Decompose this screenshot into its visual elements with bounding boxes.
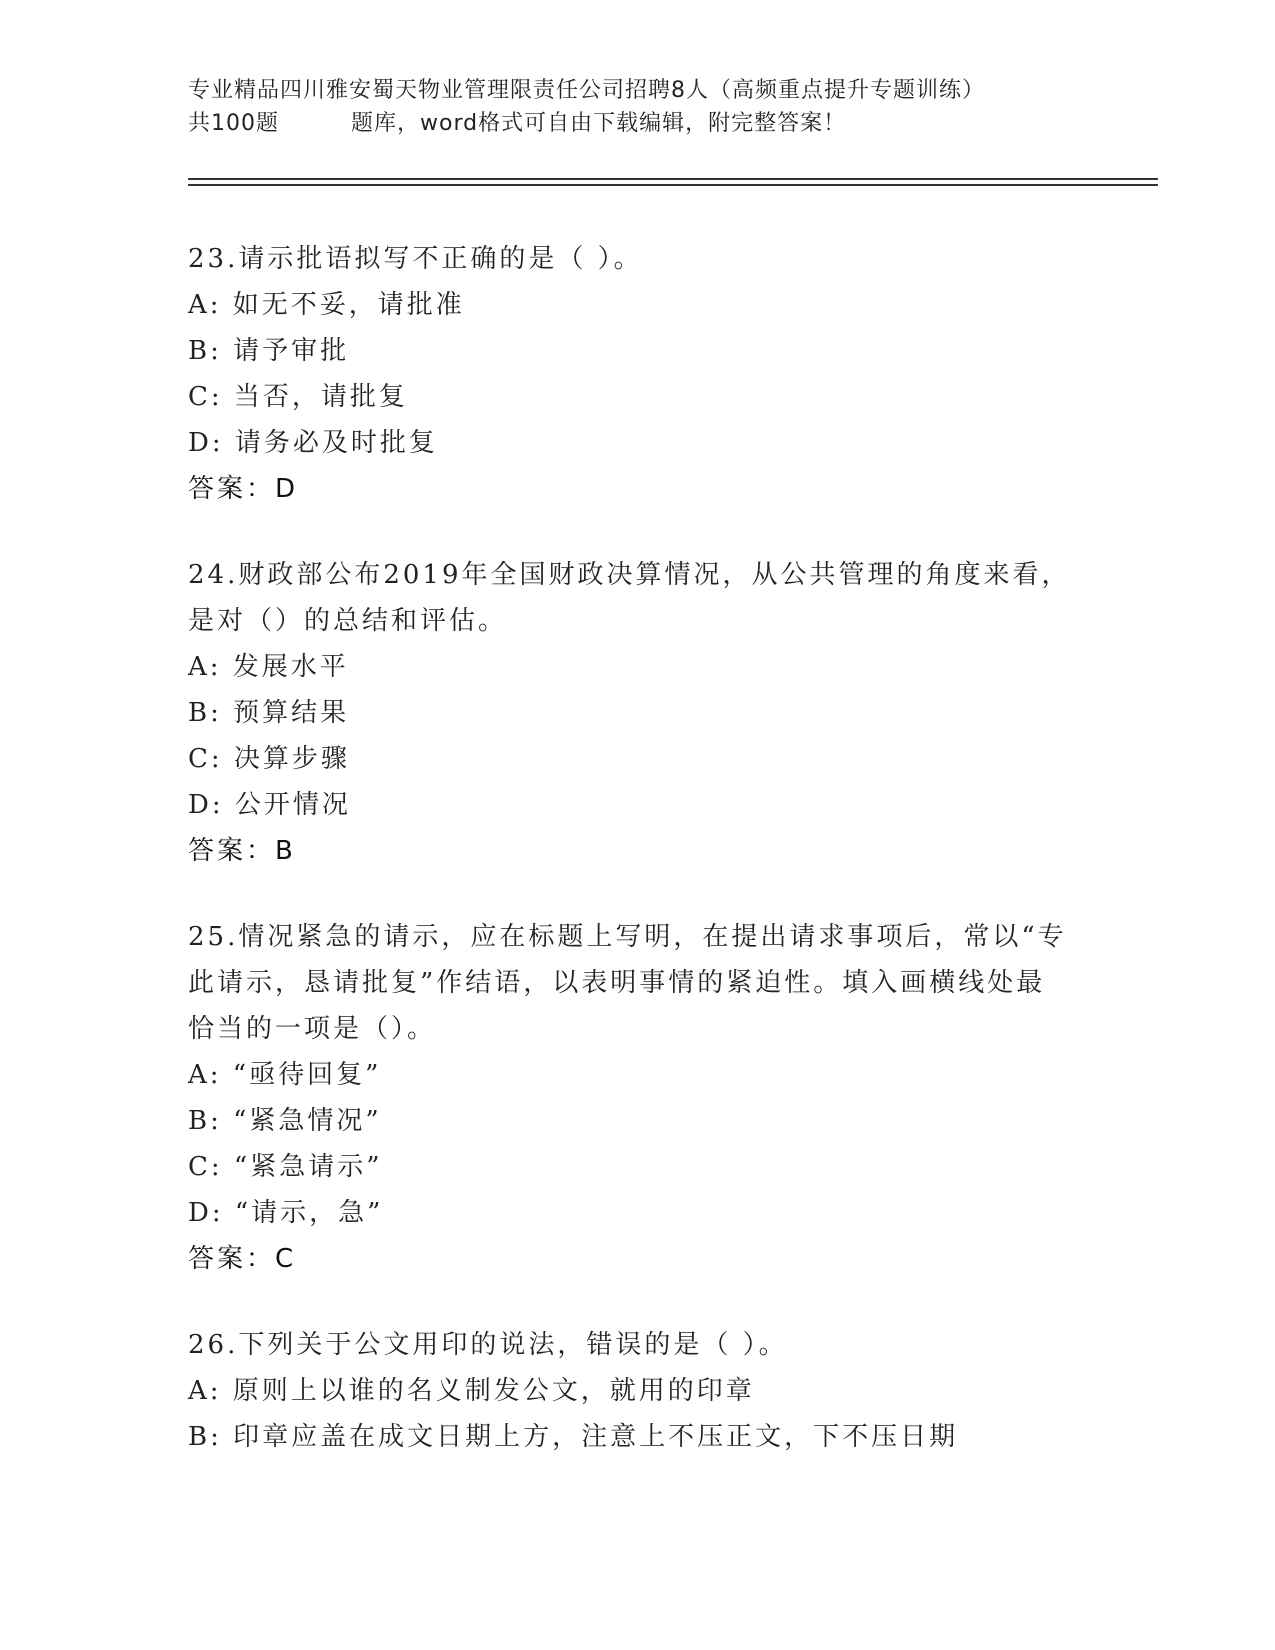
option-a: A: 原则上以谁的名义制发公文，就用的印章	[188, 1376, 755, 1406]
question-stem-line: 24.财政部公布2019年全国财政决算情况，从公共管理的角度来看，	[188, 560, 1071, 590]
option-c: C: 当否，请批复	[188, 382, 408, 412]
question-26	[188, 1322, 1088, 1460]
question-25	[188, 914, 1088, 1282]
option-c: C: 决算步骤	[188, 744, 350, 774]
question-stem: 23.请示批语拟写不正确的是（ ）。	[188, 244, 643, 274]
option-a: A: 如无不妥，请批准	[188, 290, 465, 320]
question-stem: 26.下列关于公文用印的说法，错误的是（ ）。	[188, 1330, 788, 1360]
header-question-count: 共100题	[188, 111, 279, 136]
option-b: B: “紧急情况”	[188, 1106, 382, 1136]
document-header	[188, 74, 1168, 140]
header-title: 专业精品四川雅安蜀天物业管理限责任公司招聘8人（高频重点提升专题训练）	[188, 78, 985, 103]
option-b: B: 预算结果	[188, 698, 350, 728]
option-d: D: 请务必及时批复	[188, 428, 438, 458]
question-23	[188, 236, 1088, 512]
option-b: B: 印章应盖在成文日期上方，注意上不压正文，下不压日期	[188, 1422, 959, 1452]
header-divider-top	[188, 178, 1158, 180]
answer: 答案：B	[188, 836, 296, 866]
answer: 答案：D	[188, 474, 299, 504]
question-stem-line: 25.情况紧急的请示，应在标题上写明，在提出请求事项后，常以“专	[188, 922, 1067, 952]
question-24	[188, 552, 1088, 874]
option-b: B: 请予审批	[188, 336, 350, 366]
question-stem-line: 此请示，恳请批复”作结语，以表明事情的紧迫性。填入画横线处最	[188, 968, 1046, 998]
header-description: 题库，word格式可自由下载编辑，附完整答案！	[351, 111, 847, 136]
question-stem-line: 是对（）的总结和评估。	[188, 606, 508, 636]
header-subtitle	[188, 107, 1168, 140]
answer: 答案：C	[188, 1244, 297, 1274]
option-c: C: “紧急请示”	[188, 1152, 383, 1182]
option-a: A: 发展水平	[188, 652, 349, 682]
option-a: A: “亟待回复”	[188, 1060, 382, 1090]
question-stem-line: 恰当的一项是（）。	[188, 1014, 437, 1044]
option-d: D: “请示，急”	[188, 1198, 384, 1228]
question-list	[188, 236, 1088, 1500]
header-divider-bottom	[188, 184, 1158, 186]
option-d: D: 公开情况	[188, 790, 351, 820]
